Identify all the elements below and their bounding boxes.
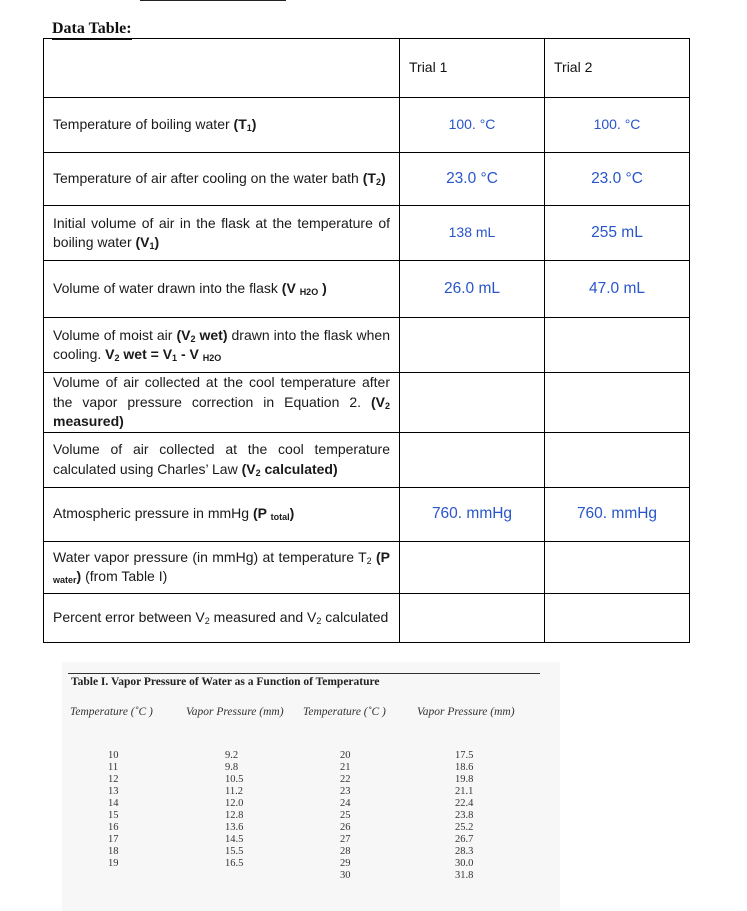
v2-measured-label — [44, 373, 400, 433]
trial2-header: Trial 2 — [545, 39, 690, 98]
label-fragment: V — [105, 346, 115, 362]
moist-air-volume-label — [44, 318, 400, 373]
label-fragment-wrapper — [53, 568, 77, 584]
trial1-header: Trial 1 — [400, 39, 545, 98]
label-fragment: ) — [154, 234, 160, 250]
label-fragment: 2 — [190, 333, 196, 344]
vapor-cell: 23.8 — [455, 810, 474, 821]
label-fragment: Volume of moist air — [53, 326, 177, 343]
label-fragment: total — [270, 512, 290, 523]
label-fragment: measured) — [53, 413, 124, 429]
label-fragment: (from Table I) — [81, 568, 168, 584]
row-percent-error — [44, 593, 690, 642]
vapor-cell: 17 — [108, 834, 119, 845]
label-fragment: (V — [176, 326, 191, 343]
v2-calculated-trial1-value — [400, 432, 545, 487]
moist-air-volume-trial1-value — [400, 318, 545, 373]
label-fragment: 2 — [204, 615, 210, 626]
cooled-air-temp-trial2-value: 23.0 °C — [545, 153, 690, 206]
label-fragment: 2 — [366, 555, 372, 566]
label-fragment: calculated — [321, 608, 389, 625]
vapor-table-title: Table I. Vapor Pressure of Water as a Function of Temperature — [71, 676, 380, 688]
label-fragment: (V — [241, 460, 256, 477]
vapor-cell: 24 — [340, 798, 351, 809]
vapor-cell: 25.2 — [455, 822, 474, 833]
initial-air-volume-label — [44, 206, 400, 261]
vapor-cell: 21 — [340, 762, 351, 773]
atmospheric-pressure-trial2-value: 760. mmHg — [545, 487, 690, 541]
vapor-cell: 12.0 — [225, 798, 244, 809]
v2-measured-trial1-value — [400, 373, 545, 433]
vapor-cell: 14.5 — [225, 834, 244, 845]
label-fragment: Volume of air collected at the cool temperature after the vapor pressure correction in Equation 2. — [53, 374, 390, 410]
row-cooled-air-temp — [44, 153, 690, 206]
vapor-cell: 30 — [340, 870, 351, 881]
v2-calculated-trial2-value — [545, 432, 690, 487]
label-fragment: 2 — [114, 353, 120, 363]
vapor-cell: 13.6 — [225, 822, 244, 833]
label-fragment: 1 — [149, 241, 155, 251]
vapor-cell: 21.1 — [455, 786, 474, 797]
vapor-cell: 14 — [108, 798, 119, 809]
row-water-drawn-volume — [44, 261, 690, 318]
vapor-cell: 28.3 — [455, 846, 474, 857]
label-fragment: (V — [135, 234, 150, 250]
label-fragment: ) — [289, 505, 295, 522]
data-table-heading: Data Table: — [52, 20, 132, 40]
cooled-air-temp-trial1-value: 23.0 °C — [400, 153, 545, 206]
percent-error-trial2-value — [545, 593, 690, 642]
water-drawn-volume-trial2-value: 47.0 mL — [545, 261, 690, 318]
label-fragment: (P — [252, 505, 271, 522]
percent-error-trial1-value — [400, 593, 545, 642]
vapor-cell: 27 — [340, 834, 351, 845]
label-fragment-wrapper — [203, 346, 222, 362]
label-fragment: ) — [318, 280, 327, 297]
vapor-pressure-table — [62, 662, 560, 911]
vapor-cell: 26.7 — [455, 834, 474, 845]
row-v2-measured — [44, 373, 690, 433]
label-fragment: 1 — [246, 123, 252, 134]
vapor-cell: 25 — [340, 810, 351, 821]
label-fragment: ) — [76, 568, 82, 584]
vapor-cell: 12 — [108, 774, 119, 785]
top-rule — [140, 0, 286, 1]
row-water-vapor-pressure — [44, 541, 690, 593]
vapor-cell: 30.0 — [455, 858, 474, 869]
moist-air-volume-trial2-value — [545, 318, 690, 373]
row-initial-air-volume — [44, 206, 690, 261]
vapor-cell: 10.5 — [225, 774, 244, 785]
label-fragment: drawn into the flask when cooling. — [53, 326, 391, 362]
vapor-cell: 15 — [108, 810, 119, 821]
vapor-col-temp-1 — [108, 750, 119, 870]
vapor-cell: 15.5 — [225, 846, 244, 857]
row-boiling-water-temp — [44, 98, 690, 153]
label-fragment: H2O — [202, 353, 222, 363]
header-row — [44, 39, 690, 98]
label-fragment: Temperature of air after cooling on the water bath — [53, 170, 363, 187]
vapor-cell: 22 — [340, 774, 351, 785]
label-fragment: 2 — [384, 400, 390, 411]
label-fragment: Temperature of boiling water — [53, 116, 234, 133]
label-fragment: - V — [177, 346, 203, 362]
vapor-cell: 28 — [340, 846, 351, 857]
vapor-header-pressure-2: Vapor Pressure (mm) — [417, 706, 515, 718]
boiling-water-temp-trial1-value: 100. °C — [400, 98, 545, 153]
vapor-cell: 29 — [340, 858, 351, 869]
label-fragment: ) — [251, 116, 257, 133]
vapor-table-rule — [68, 673, 540, 674]
atmospheric-pressure-label — [44, 487, 400, 541]
vapor-cell: 31.8 — [455, 870, 474, 881]
label-fragment: wet) — [195, 326, 228, 343]
atmospheric-pressure-trial1-value: 760. mmHg — [400, 487, 545, 541]
label-fragment: (P — [376, 548, 391, 565]
label-fragment: Atmospheric pressure in mmHg — [53, 505, 253, 522]
row-atmospheric-pressure — [44, 487, 690, 541]
label-fragment: 2 — [375, 177, 381, 188]
vapor-cell: 18.6 — [455, 762, 474, 773]
label-fragment: (V — [281, 280, 300, 297]
water-drawn-volume-trial1-value: 26.0 mL — [400, 261, 545, 318]
data-table — [43, 38, 690, 643]
label-fragment: 2 — [316, 615, 322, 626]
boiling-water-temp-trial2-value: 100. °C — [545, 98, 690, 153]
vapor-cell: 9.8 — [225, 762, 239, 773]
row-v2-calculated — [44, 432, 690, 487]
vapor-cell: 19.8 — [455, 774, 474, 785]
water-vapor-pressure-trial1-value — [400, 541, 545, 593]
v2-calculated-label — [44, 432, 400, 487]
vapor-cell: 11 — [108, 762, 119, 773]
vapor-cell: 13 — [108, 786, 119, 797]
vapor-cell: 20 — [340, 750, 351, 761]
label-fragment: Volume of water drawn into the flask — [53, 280, 282, 297]
vapor-header-temp-2: Temperature (˚C ) — [303, 706, 386, 718]
label-fragment: Initial volume of air in the flask at the temperature of boiling water — [53, 214, 390, 250]
vapor-cell: 9.2 — [225, 750, 239, 761]
label-fragment: calculated) — [260, 460, 338, 477]
label-fragment: (T — [233, 116, 247, 133]
label-fragment-wrapper — [385, 394, 390, 410]
label-fragment: (V — [370, 393, 385, 410]
vapor-cell: 23 — [340, 786, 351, 797]
cooled-air-temp-label — [44, 153, 400, 206]
label-fragment-wrapper — [271, 505, 290, 521]
vapor-cell: 10 — [108, 750, 119, 761]
vapor-cell: 22.4 — [455, 798, 474, 809]
vapor-col-temp-2 — [340, 750, 351, 882]
percent-error-label — [44, 593, 400, 642]
vapor-cell: 16.5 — [225, 858, 244, 869]
label-fragment-wrapper — [300, 280, 319, 296]
initial-air-volume-trial1-value: 138 mL — [400, 206, 545, 261]
vapor-header-pressure-1: Vapor Pressure (mm) — [186, 706, 284, 718]
label-fragment: 1 — [172, 353, 178, 363]
initial-air-volume-trial2-value: 255 mL — [545, 206, 690, 261]
label-fragment: Water vapor pressure (in mmHg) at temperature T — [53, 548, 367, 565]
vapor-cell: 12.8 — [225, 810, 244, 821]
water-vapor-pressure-trial2-value — [545, 541, 690, 593]
vapor-cell: 18 — [108, 846, 119, 857]
label-fragment: Percent error between V — [53, 608, 205, 625]
label-fragment: ) — [380, 170, 386, 187]
vapor-cell: 17.5 — [455, 750, 474, 761]
label-fragment: 2 — [255, 467, 261, 478]
boiling-water-temp-label — [44, 98, 400, 153]
row-moist-air-volume — [44, 318, 690, 373]
vapor-cell: 16 — [108, 822, 119, 833]
label-fragment: measured and V — [209, 608, 317, 625]
label-fragment: H2O — [299, 287, 319, 298]
v2-measured-trial2-value — [545, 373, 690, 433]
vapor-col-pressure-2 — [455, 750, 473, 882]
label-fragment: Volume of air collected at the cool temperature calculated using Charles’ Law — [53, 441, 390, 477]
vapor-header-temp-1: Temperature (˚C ) — [70, 706, 153, 718]
water-drawn-volume-label — [44, 261, 400, 318]
water-vapor-pressure-label — [44, 541, 400, 593]
vapor-cell: 11.2 — [225, 786, 243, 797]
vapor-cell: 26 — [340, 822, 351, 833]
vapor-cell: 19 — [108, 858, 119, 869]
header-empty-cell — [44, 39, 400, 98]
label-fragment: (T — [362, 170, 376, 187]
label-fragment: water — [53, 575, 77, 585]
label-fragment: wet = V — [119, 346, 173, 362]
vapor-col-pressure-1 — [225, 750, 243, 870]
